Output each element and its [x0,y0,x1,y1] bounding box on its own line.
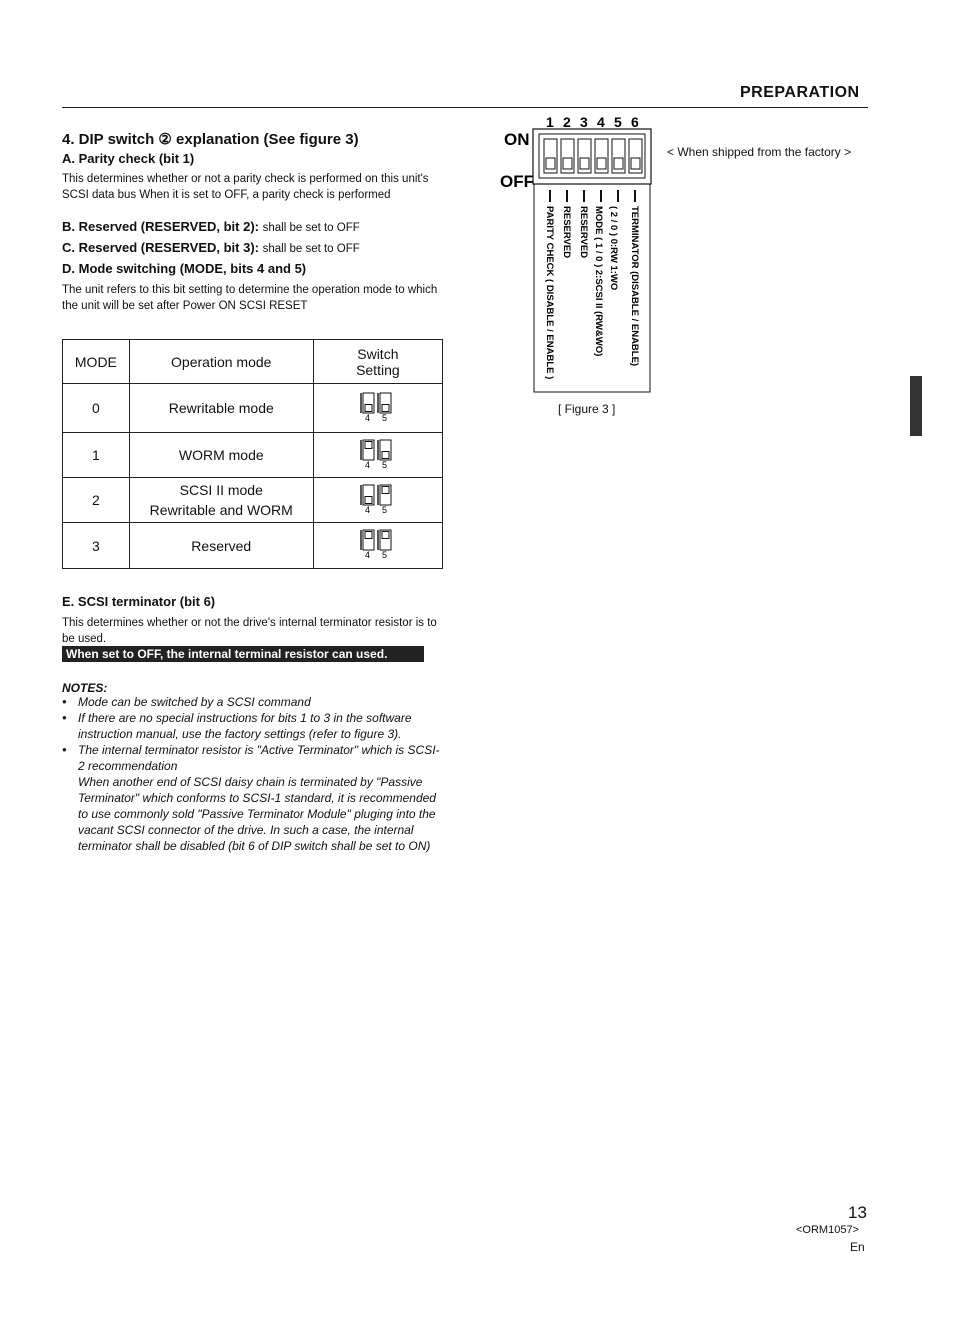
mode-cell: 0 [63,384,130,433]
switch-knob [614,158,623,169]
switch-knob [382,451,389,458]
dip-switch-setting-icon [358,528,398,560]
dip-switch-figure [500,112,660,397]
operation-cell [129,433,313,478]
switch-function-label: MODE ( 1 / 0 ) 2:SCSI II (RW&WO) [593,206,604,357]
switch-knob [382,404,389,411]
switch-knob [365,532,372,539]
dip-switch-setting-icon [358,483,398,515]
operation-cell [129,384,313,433]
switch-function-label: TERMINATOR (DISABLE / ENABLE) [629,206,640,367]
mode-cell: 3 [63,523,130,569]
notes-list [62,694,444,854]
switch-number: 1 [546,114,554,130]
switch-function-label: PARITY CHECK ( DISABLE / ENABLE ) [544,206,555,380]
switch-knob [631,158,640,169]
switch-knob [580,158,589,169]
off-label: OFF [500,172,534,191]
switch-knob [382,486,389,493]
header-switch-line2: Setting [356,361,400,378]
bit-label: 4 [364,504,370,515]
switch-function-label: RESERVED [578,206,589,259]
reserved-bit2-title: B. Reserved (RESERVED, bit 2): [62,219,259,234]
operation-cell [129,478,313,523]
mode-cell: 2 [63,478,130,523]
switch-function-label: RESERVED [561,206,572,259]
operation-line2: Rewritable and WORM [149,502,293,518]
header-rule [62,107,868,108]
switch-function-label: ( 2 / 0 ) 0:RW 1:WO [608,206,619,291]
table-row [63,384,443,433]
header-operation-mode: Operation mode [129,340,313,384]
table-row [63,433,443,478]
language-code: En [850,1240,865,1254]
mode-switching-text: The unit refers to this bit setting to determine the operation mode to which the unit will be set after Power ON SCSI RESET [62,284,438,312]
header-switch-setting [313,340,442,384]
document-code: <ORM1057> [796,1224,859,1236]
switch-number: 2 [563,114,571,130]
operation-line1: Rewritable mode [168,400,274,416]
scsi-terminator-title: E. SCSI terminator (bit 6) [62,594,216,609]
switch-number: 6 [631,114,639,130]
switch-number: 4 [597,114,605,130]
bit-label: 5 [381,550,387,560]
chapter-tab-mark [910,376,922,436]
switch-cell [313,433,442,478]
page-number: 13 [848,1203,867,1222]
switch-housing [533,129,651,184]
mode-switching-title: D. Mode switching (MODE, bits 4 and 5) [62,261,307,276]
switch-knob [597,158,606,169]
operation-line1: SCSI II mode [179,482,263,498]
parity-check-title: A. Parity check (bit 1) [62,151,195,166]
switch-number: 5 [614,114,622,130]
bit-label: 4 [364,459,370,470]
bit-label: 5 [381,412,387,423]
dip-switch-setting-icon [358,438,398,470]
figure-caption: [ Figure 3 ] [558,402,616,416]
reserved-bit2-text: shall be set to OFF [262,222,360,234]
switch-knob [546,158,555,169]
bit-label: 4 [364,550,370,560]
terminator-banner: When set to OFF, the internal terminal resistor can used. [62,646,424,662]
switch-knob [365,496,372,503]
parity-check-text: This determines whether or not a parity check is performed on this unit's SCSI data bus When it is set to OFF, a parity check is performed [62,173,429,201]
reserved-bit2 [62,219,360,234]
list-item: ● The internal terminator resistor is "Active Terminator" which is SCSI-2 recommendation When another end of SCSI daisy chain is terminated by "Passive Terminator" which conforms to SCSI-1 standard, it is recommended to use commonly sold "Passive Terminator Module" pluging into the vacant SCSI connector of the drive. In such a case, the internal terminator shall be disabled (bit 6 of DIP switch shall be set to ON) [62,742,444,854]
switch-labels [544,190,640,379]
header-mode: MODE [63,340,130,384]
table-row [63,523,443,569]
operation-line1: WORM mode [178,447,264,463]
switch-bank [544,139,642,173]
section-header: PREPARATION [740,84,860,101]
mode-table-header [63,340,443,384]
switch-number: 3 [580,114,588,130]
mode-table [62,339,443,569]
operation-cell [129,523,313,569]
section-title: 4. DIP switch ② explanation (See figure 3) [62,131,359,148]
operation-line1: Reserved [191,537,252,554]
bit-label: 5 [381,504,387,515]
reserved-bit3 [62,240,360,255]
switch-cell [313,384,442,433]
switch-knob [563,158,572,169]
table-row [63,478,443,523]
notes-title: NOTES: [62,681,108,695]
list-item: ● If there are no special instructions for bits 1 to 3 in the software instruction manual, use the factory settings (refer to figure 3). [62,710,444,742]
list-item: ● Mode can be switched by a SCSI command [62,694,444,710]
dip-switch-setting-icon [358,391,398,423]
factory-setting-note: < When shipped from the factory > [667,145,852,159]
bit-label: 4 [364,412,370,423]
switch-knob [365,441,372,448]
switch-cell [313,523,442,569]
bit-label: 5 [381,459,387,470]
switch-knob [365,404,372,411]
switch-cell [313,478,442,523]
mode-cell: 1 [63,433,130,478]
reserved-bit3-text: shall be set to OFF [262,243,360,255]
switch-knob [382,532,389,539]
header-switch-line1: Switch [357,345,399,362]
switch-numbers [546,114,639,130]
reserved-bit3-title: C. Reserved (RESERVED, bit 3): [62,240,259,255]
on-label: ON [504,130,530,149]
scsi-terminator-text: This determines whether or not the drive's internal terminator resistor is to be used. [62,617,437,645]
